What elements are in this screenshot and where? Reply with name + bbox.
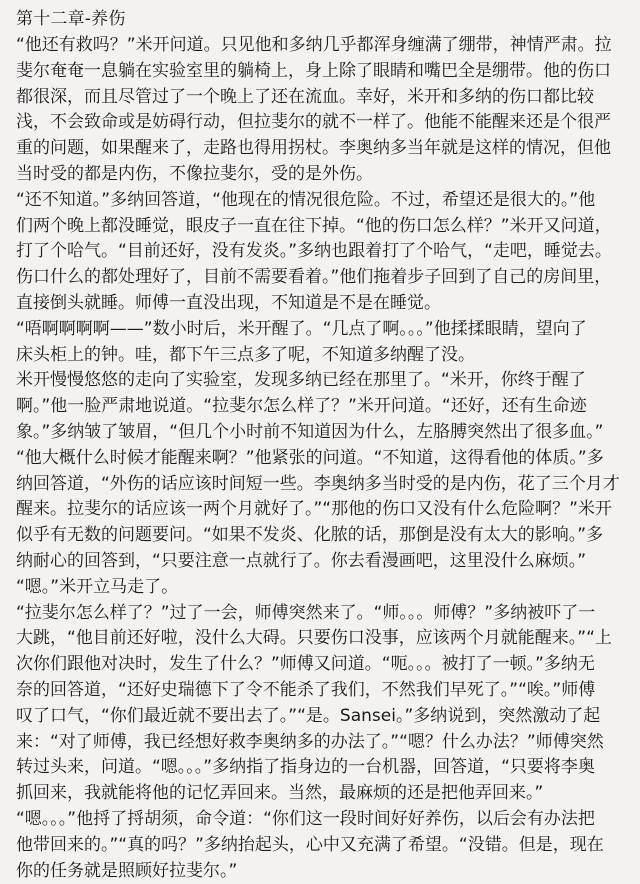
text-line: 都很深，而且尽管过了一个晚上了还在流血。幸好，米开和多纳的伤口都比较 — [16, 85, 626, 111]
text-line: 斐尔奄奄一息躺在实验室里的躺椅上，身上除了眼睛和嘴巴全是绷带。他的伤口 — [16, 59, 626, 85]
text-line: 似乎有无数的问题要问。“如果不发炎、化脓的话，那倒是没有太大的影响。”多 — [16, 523, 626, 549]
text-line: 纳回答道，“外伤的话应该时间短一些。李奥纳多当时受的是内伤，花了三个月才 — [16, 472, 626, 498]
text-line: 转过头来，问道。“嗯。。。”多纳指了指身边的一台机器，回答道，“只要将李奥 — [16, 755, 626, 781]
text-line: 当时受的都是内伤，不像拉斐尔，受的是外伤。 — [16, 162, 626, 188]
text-line: 次你们跟他对决时，发生了什么？”师傅又问道。“呃。。。被打了一顿。”多纳无 — [16, 652, 626, 678]
text-line: “他大概什么时候才能醒来啊？”他紧张的问道。“不知道，这得看他的体质。”多 — [16, 446, 626, 472]
text-line: 浅，不会致命或是妨碍行动，但拉斐尔的就不一样了。他能不能醒来还是个很严 — [16, 110, 626, 136]
chapter-title: 第十二章-养伤 — [16, 6, 626, 32]
text-line: 象。”多纳皱了皱眉，“但几个小时前不知道因为什么，左胳膊突然出了很多血。” — [16, 420, 626, 446]
text-line: “还不知道。”多纳回答道，“他现在的情况很危险。不过，希望还是很大的。”他 — [16, 188, 626, 214]
text-line: “嗯。。。”他捋了捋胡须，命令道：“你们这一段时间好好养伤，以后会有办法把 — [16, 807, 626, 833]
text-line: 你的任务就是照顾好拉斐尔。” — [16, 859, 626, 884]
text-line: 抓回来，我就能将他的记忆弄回来。当然，最麻烦的还是把他弄回来。” — [16, 781, 626, 807]
chapter-body — [16, 33, 626, 884]
text-line: “拉斐尔怎么样了？”过了一会，师傅突然来了。“师。。。师傅？”多纳被吓了一 — [16, 601, 626, 627]
text-line: “唔啊啊啊啊——”数小时后，米开醒了。“几点了啊。。。”他揉揉眼睛，望向了 — [16, 317, 626, 343]
text-line: 直接倒头就睡。师傅一直没出现，不知道是不是在睡觉。 — [16, 291, 626, 317]
text-line: 醒来。拉斐尔的话应该一两个月就好了。”“那他的伤口又没有什么危险啊？”米开 — [16, 497, 626, 523]
text-line: “嗯。”米开立马走了。 — [16, 575, 626, 601]
text-line: 打了个哈气。“目前还好，没有发炎。”多纳也跟着打了个哈气，“走吧，睡觉去。 — [16, 239, 626, 265]
text-line: 床头柜上的钟。哇，都下午三点多了呢，不知道多纳醒了没。 — [16, 343, 626, 369]
text-line: 米开慢慢悠悠的走向了实验室，发现多纳已经在那里了。“米开，你终于醒了 — [16, 368, 626, 394]
text-line: 们两个晚上都没睡觉，眼皮子一直在往下掉。“他的伤口怎么样？”米开又问道， — [16, 214, 626, 240]
text-line: 纳耐心的回答到，“只要注意一点就行了。你去看漫画吧，这里没什么麻烦。” — [16, 549, 626, 575]
text-line: 伤口什么的都处理好了，目前不需要看着。”他们拖着步子回到了自己的房间里， — [16, 265, 626, 291]
text-line: 来：“对了师傅，我已经想好救李奥纳多的办法了。”“嗯？什么办法？”师傅突然 — [16, 730, 626, 756]
text-line: 啊。”他一脸严肃地说道。“拉斐尔怎么样了？”米开问道。“还好，还有生命迹 — [16, 394, 626, 420]
text-line: 他带回来的。”“真的吗？”多纳抬起头，心中又充满了希望。“没错。但是，现在 — [16, 833, 626, 859]
text-line: 大跳，“他目前还好啦，没什么大碍。只要伤口没事，应该两个月就能醒来。”“上 — [16, 626, 626, 652]
text-line: 重的问题，如果醒来了，走路也得用拐杖。李奥纳多当年就是这样的情况，但他 — [16, 136, 626, 162]
text-line: “他还有救吗？”米开问道。只见他和多纳几乎都浑身缠满了绷带，神情严肃。拉 — [16, 33, 626, 59]
text-line: 奈的回答道，“还好史瑞德下了令不能杀了我们，不然我们早死了。”“唉。”师傅 — [16, 678, 626, 704]
text-line: 叹了口气，“你们最近就不要出去了。”“是。Sansei。”多纳说到，突然激动了起 — [16, 704, 626, 730]
